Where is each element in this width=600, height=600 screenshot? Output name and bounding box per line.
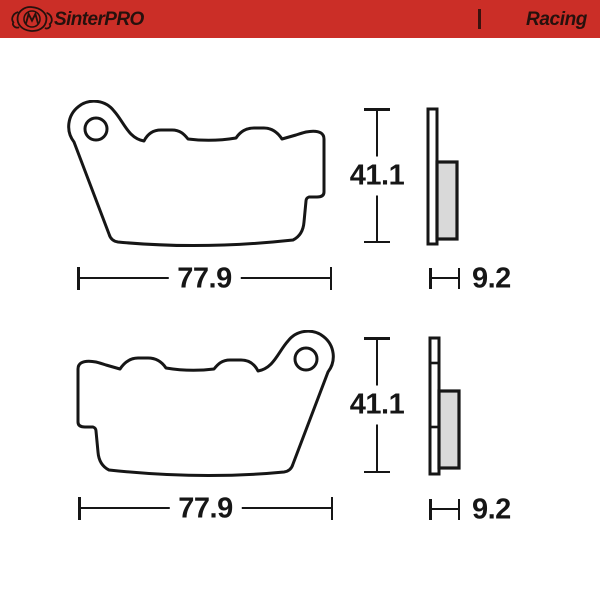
dimension-cap xyxy=(331,497,334,520)
product-line-name: SinterPRO xyxy=(54,9,144,30)
diagram-canvas xyxy=(0,38,600,600)
dimension-cap xyxy=(458,268,461,289)
dimension-cap xyxy=(77,267,80,290)
height-dimension-label: 41.1 xyxy=(349,156,405,195)
height-dimension-label: 41.1 xyxy=(349,386,405,425)
width-dimension-label: 77.9 xyxy=(169,492,241,525)
width-dimension-top xyxy=(77,262,332,294)
pad-side-view-top xyxy=(66,100,346,252)
moto-master-logo-icon xyxy=(10,3,54,35)
dimension-cap xyxy=(364,241,390,244)
width-dimension-bottom xyxy=(78,492,333,524)
friction-material-edge xyxy=(439,391,459,468)
dimension-line xyxy=(429,277,460,279)
height-dimension-top xyxy=(349,108,405,243)
thickness-dimension-top xyxy=(429,262,511,294)
width-dimension-label: 77.9 xyxy=(168,262,240,295)
thickness-dimension-bottom xyxy=(429,493,511,525)
header-divider xyxy=(478,9,481,29)
header-bar xyxy=(0,0,600,38)
dimension-cap xyxy=(364,337,390,340)
dimension-cap xyxy=(458,499,461,520)
dimension-cap xyxy=(330,267,333,290)
thickness-dimension-label: 9.2 xyxy=(472,493,511,525)
height-dimension-bottom xyxy=(349,337,405,473)
dimension-cap xyxy=(364,471,390,474)
dimension-line xyxy=(429,508,460,510)
friction-material-edge xyxy=(437,162,457,239)
dimension-cap xyxy=(429,499,432,520)
dimension-cap xyxy=(78,497,81,520)
pad-side-view-bottom xyxy=(56,330,336,482)
dimension-cap xyxy=(364,108,390,111)
pad-edge-view-top xyxy=(424,105,464,250)
series-name: Racing xyxy=(526,9,587,30)
thickness-dimension-label: 9.2 xyxy=(472,262,511,294)
dimension-cap xyxy=(429,268,432,289)
pad-edge-view-bottom xyxy=(426,334,466,479)
